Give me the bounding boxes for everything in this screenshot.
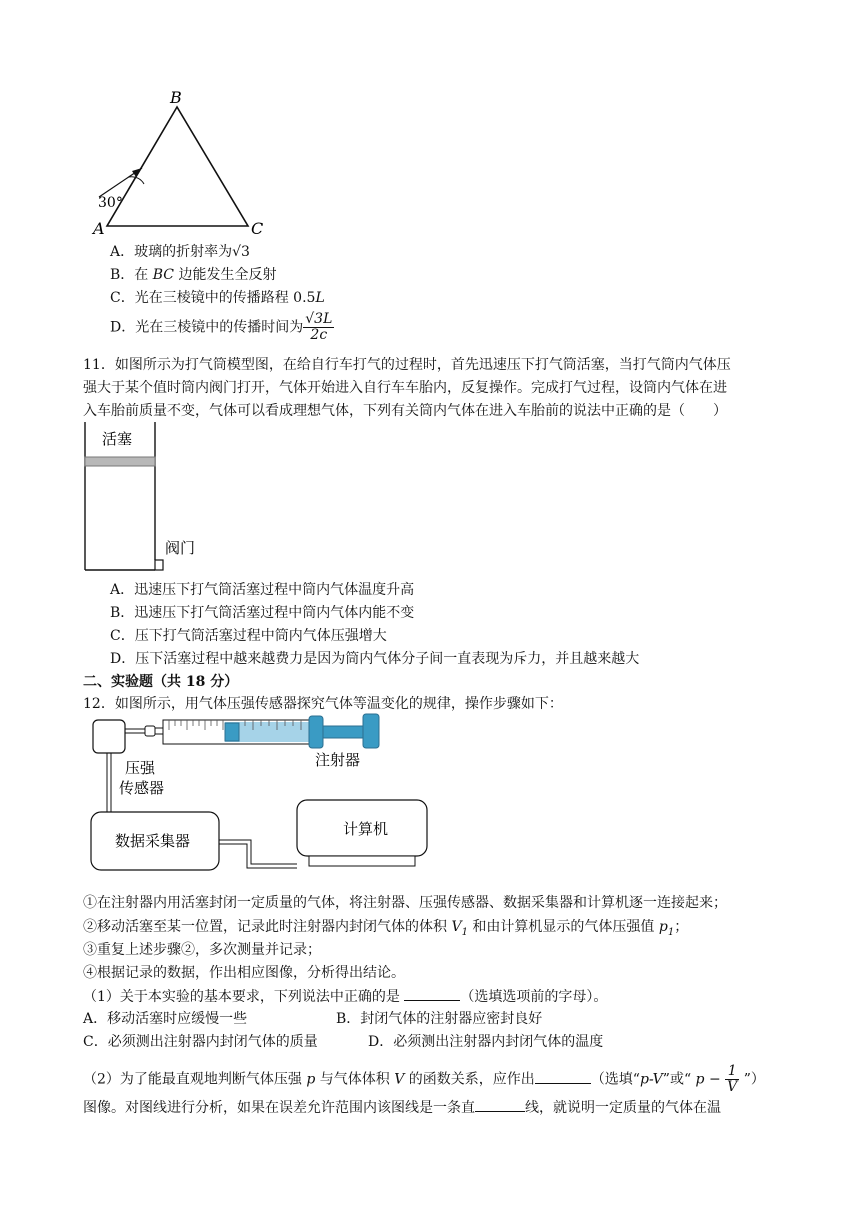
pressure-sensor	[93, 720, 125, 753]
syringe-label: 注射器	[315, 751, 361, 769]
time-fraction: $\frac{√3L}{2c}$	[305, 311, 333, 343]
prism-figure	[85, 85, 275, 235]
q11-option-c: C．压下打气筒活塞过程中筒内气体压强增大	[110, 628, 387, 644]
sqrt3-math: √3	[232, 244, 250, 260]
step-1: ①在注射器内用活塞封闭一定质量的气体，将注射器、压强传感器、数据采集器和计算机逐一连接起来；	[83, 895, 727, 911]
syringe-piston	[225, 723, 239, 741]
section-title: 二、实验题（共 18 分）	[83, 674, 239, 690]
q11-option-d: D．压下活塞过程中越来越费力是因为筒内气体分子间一直表现为斥力，并且越来越大	[110, 651, 640, 667]
sub2-question: （2）为了能最直观地判断气体压强 p 与气体体积 V 的函数关系，应作出 （选填“p-V”或“ p − $\frac{1}{V}$ ”）	[83, 1063, 765, 1095]
prism-triangle	[107, 107, 248, 226]
valve	[155, 560, 163, 570]
computer-base	[309, 856, 415, 866]
q11-line-3: 入车胎前质量不变，气体可以看成理想气体，下列有关筒内气体在进入车胎前的说法中正确的是（ ）	[83, 403, 727, 419]
experiment-figure	[85, 712, 445, 882]
pump-figure	[80, 420, 210, 575]
q11-line-2: 强大于某个值时筒内阀门打开，气体开始进入自行车车胎内，反复操作。完成打气过程，设筒内气体在进	[83, 380, 727, 396]
collector-label: 数据采集器	[115, 832, 191, 850]
q10-option-d: D．光在三棱镜中的传播时间为 $\frac{√3L}{2c}$	[110, 311, 333, 343]
sub1-option-a: A．移动活塞时应缓慢一些	[83, 1011, 248, 1027]
syringe-plunger-handle	[363, 714, 379, 748]
sensor-label-2: 传感器	[119, 779, 165, 797]
syringe-gas	[225, 722, 323, 742]
angle-label: 30°	[98, 195, 123, 211]
q11-option-b: B．迅速压下打气筒活塞过程中筒内气体内能不变	[110, 605, 415, 621]
syringe-plunger-rod	[323, 726, 363, 738]
vertex-a-label: A	[93, 219, 105, 235]
piston	[85, 457, 155, 466]
sub1-option-d: D．必须测出注射器内封闭气体的温度	[368, 1034, 604, 1050]
q11-option-a: A．迅速压下打气筒活塞过程中筒内气体温度升高	[110, 582, 415, 598]
connector	[145, 726, 155, 736]
one-over-v-fraction: $\frac{1}{V}$	[727, 1063, 738, 1095]
step-4: ④根据记录的数据，作出相应图像，分析得出结论。	[83, 965, 405, 981]
computer-label: 计算机	[343, 820, 389, 838]
q10-option-c: C．光在三棱镜中的传播路程 0.5L	[110, 290, 325, 306]
syringe-flange	[309, 716, 323, 748]
sub2-line-2: 图像。对图线进行分析，如果在误差允许范围内该图线是一条直 线，就说明一定质量的气体在温	[83, 1097, 721, 1118]
q11-line-1: 11．如图所示为打气筒模型图，在给自行车打气的过程时，首先迅速压下打气筒活塞，当打气筒内气体压	[83, 357, 731, 373]
valve-label: 阀门	[165, 539, 196, 557]
angle-arc	[129, 177, 144, 184]
sub1-option-b: B．封闭气体的注射器应密封良好	[336, 1011, 543, 1027]
sub1-question: （1）关于本实验的基本要求，下列说法中正确的是 （选填选项前的字母）。	[83, 986, 607, 1007]
piston-label: 活塞	[102, 430, 133, 448]
sub2-graph-blank[interactable]	[535, 1069, 591, 1084]
vertex-b-label: B	[170, 88, 182, 107]
vertex-c-label: C	[251, 219, 264, 235]
q10-option-b: B．在 BC 边能发生全反射	[110, 267, 277, 283]
step-2: ②移动活塞至某一位置，记录此时注射器内封闭气体的体积 $V_1$ 和由计算机显示的气体压强值 $p_1$；	[83, 919, 689, 938]
step-3: ③重复上述步骤②，多次测量并记录；	[83, 942, 321, 958]
sub1-option-c: C．必须测出注射器内封闭气体的质量	[83, 1034, 318, 1050]
q12-intro: 12．如图所示，用气体压强传感器探究气体等温变化的规律，操作步骤如下：	[83, 696, 563, 712]
sub2-line-blank[interactable]	[475, 1097, 525, 1112]
q10-option-a: A．玻璃的折射率为√3	[110, 244, 250, 260]
sub1-answer-blank[interactable]	[404, 986, 460, 1001]
sensor-label-1: 压强	[125, 759, 156, 777]
